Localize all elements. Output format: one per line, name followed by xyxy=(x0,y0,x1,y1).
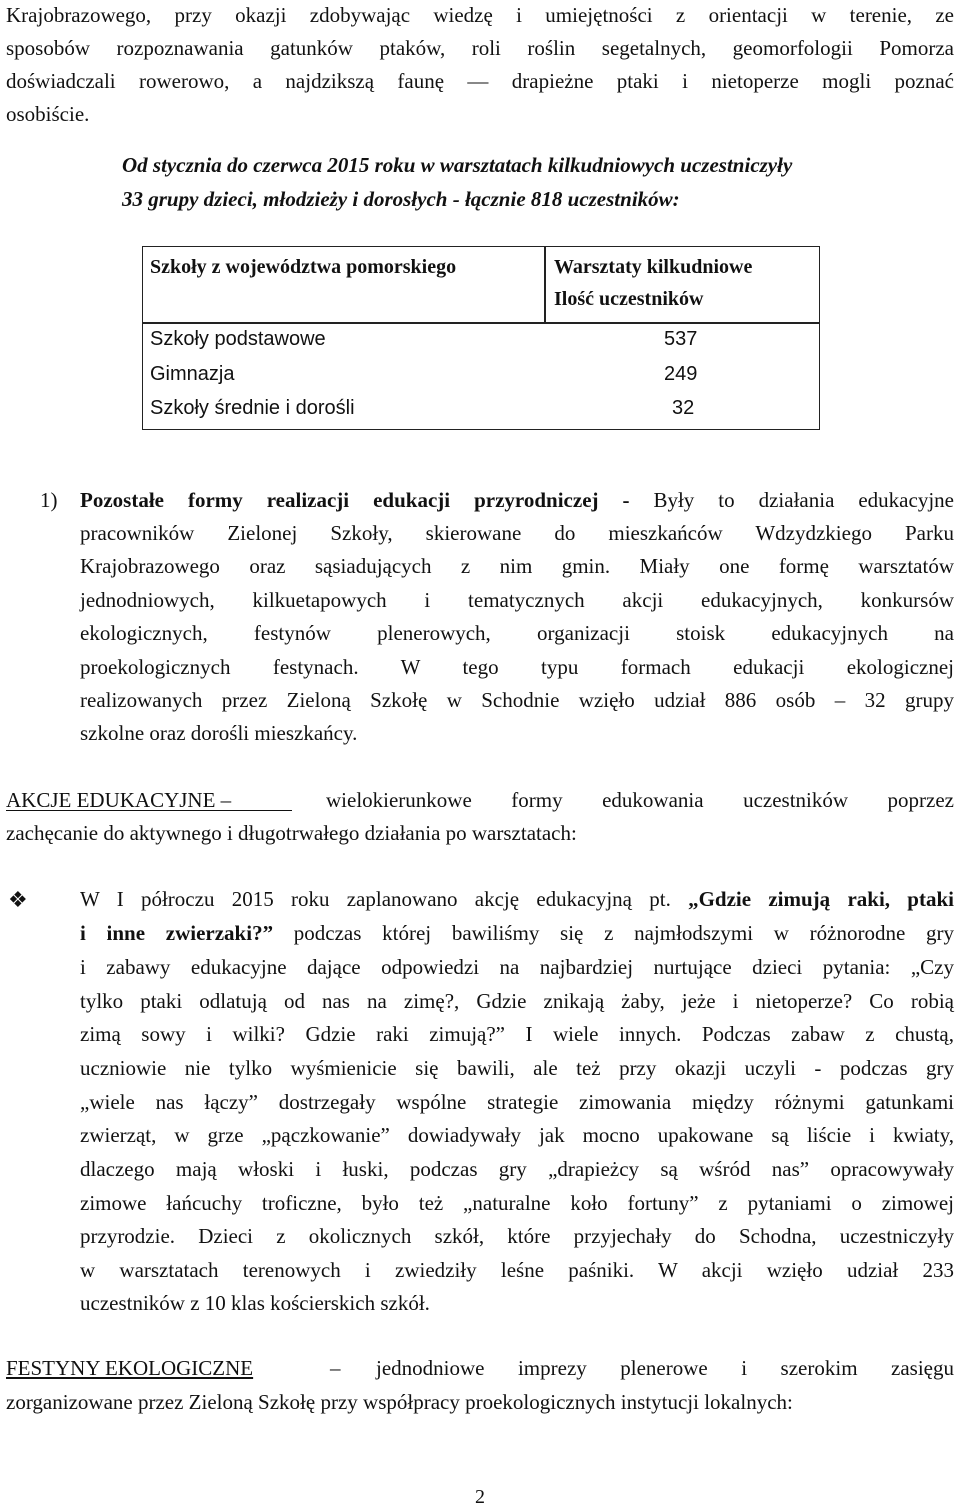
bullet-line: zimą sowy i wilki? Gdzie raki zimują?” I wiele innych. Podczas zabaw z chustą, xyxy=(80,1022,954,1046)
bullet-line-2-rest: podczas której bawiliśmy się z najmłodszymi w różnorodne gry xyxy=(273,921,954,945)
bullet-line-1 xyxy=(80,883,954,916)
festyny-dash: – xyxy=(330,1356,341,1380)
festyny-line-1-rest: jednodniowe imprezy plenerowe i szerokim zasięgu xyxy=(376,1356,954,1380)
bullet-line: przyrodzie. Dzieci z okolicznych szkół, które przyjechały do Schodna, uczestniczyły xyxy=(80,1224,954,1248)
section1-title: Pozostałe formy realizacji edukacji przyrodniczej - xyxy=(80,488,630,512)
page-number: 2 xyxy=(475,1486,485,1508)
section1-line: Krajobrazowego oraz sąsiadujących z nim gmin. Miały one formę warsztatów xyxy=(80,554,954,578)
bullet-line-1-plain: W I półroczu 2015 roku zaplanowano akcję edukacyjną pt. xyxy=(80,887,689,911)
table-header-left: Szkoły z województwa pomorskiego xyxy=(150,256,457,278)
list-number: 1) xyxy=(40,488,58,512)
bullet-line: dlaczego mają włoski i łuski, podczas gry „drapieżcy są wśród nas” opracowywały xyxy=(80,1157,954,1181)
akcje-heading: AKCJE EDUKACYJNE – xyxy=(6,788,232,812)
section1-line-1-rest: Były to działania edukacyjne xyxy=(629,488,954,512)
summary-line-1: Od stycznia do czerwca 2015 roku w warsztatach kilkudniowych uczestniczyły xyxy=(122,153,793,177)
bullet-line: tylko ptaki odlatują od nas na zimę?, Gdzie znikają żaby, jeże i nietoperze? Co robią xyxy=(80,989,954,1013)
bullet-line: zwierząt, w grze „pączkowanie” dowiadywały jak mocno upakowane są liście i kwiaty, xyxy=(80,1123,954,1147)
bullet-title-part-1: „Gdzie zimują raki, ptaki xyxy=(688,887,954,911)
bullet-line: uczestników z 10 klas kościerskich szkół. xyxy=(80,1291,430,1315)
section1-line: ekologicznych, festynów plenerowych, organizacji stoisk edukacyjnych na xyxy=(80,621,954,645)
intro-line-1: Krajobrazowego, przy okazji zdobywając wiedzę i umiejętności z orientacji w terenie, ze xyxy=(6,3,954,27)
table-row-label: Gimnazja xyxy=(150,363,235,385)
bullet-line-2 xyxy=(80,917,954,950)
section1-line: proekologicznych festynach. W tego typu formach edukacji ekologicznej xyxy=(80,655,954,679)
section1-line: jednodniowych, kilkuetapowych i tematycznych akcji edukacyjnych, konkursów xyxy=(80,588,954,612)
bullet-title-part-2: i inne zwierzaki?” xyxy=(80,921,274,945)
table-row-value: 537 xyxy=(664,328,698,350)
section1-line: szkolne oraz dorośli mieszkańcy. xyxy=(80,721,358,745)
bullet-line: i zabawy edukacyjne dające odpowiedzi na najbardziej nurtujące dzieci pytania: „Czy xyxy=(80,955,954,979)
participants-table xyxy=(142,246,820,430)
intro-line-4: osobiście. xyxy=(6,102,90,126)
section1-line: realizowanych przez Zieloną Szkołę w Schodnie wzięło udział 886 osób – 32 grupy xyxy=(80,688,954,712)
section1-line-1 xyxy=(80,484,954,517)
table-header-right-1: Warsztaty kilkudniowe xyxy=(554,256,753,278)
festyny-line-2: zorganizowane przez Zieloną Szkołę przy współpracy proekologicznych instytucji lokalnych: xyxy=(6,1390,793,1414)
table-row-label: Szkoły średnie i dorośli xyxy=(150,397,355,419)
intro-line-2: sposobów rozpoznawania gatunków ptaków, roli roślin segetalnych, geomorfologii Pomorza xyxy=(6,36,954,60)
bullet-line: „wiele nas łączy” dostrzegały wspólne strategie zimowania między różnymi gatunkami xyxy=(80,1090,954,1114)
festyny-heading: FESTYNY EKOLOGICZNE xyxy=(6,1356,254,1380)
diamond-bullet-icon: ❖ xyxy=(8,887,28,912)
table-row-value: 249 xyxy=(664,363,698,385)
section1-line: pracowników Zielonej Szkoły, skierowane do mieszkańców Wdzydzkiego Parku xyxy=(80,521,954,545)
table-row-label: Szkoły podstawowe xyxy=(150,328,326,350)
intro-line-3: doświadczali rowerowo, a najdzikszą faunę — drapieżne ptaki i nietoperze mogli poznać xyxy=(6,69,954,93)
table-row-value: 32 xyxy=(672,397,695,419)
akcje-line-2: zachęcanie do aktywnego i długotrwałego działania po warsztatach: xyxy=(6,821,577,845)
bullet-line: uczniowie nie tylko wyśmienicie się bawili, ale też przy okazji uczyli - podczas gry xyxy=(80,1056,954,1080)
table-header-right-2: Ilość uczestników xyxy=(554,288,704,310)
summary-line-2: 33 grupy dzieci, młodzieży i dorosłych - łącznie 818 uczestników: xyxy=(122,187,680,211)
akcje-line-1-rest: wielokierunkowe formy edukowania uczestników poprzez xyxy=(326,788,954,812)
bullet-line: zimowe łańcuchy troficzne, było też „naturalne koło fortuny” z pytaniami o zimowej xyxy=(80,1191,954,1215)
bullet-line: w warsztatach terenowych i zwiedziły leśne paśniki. W akcji wzięło udział 233 xyxy=(80,1258,954,1282)
